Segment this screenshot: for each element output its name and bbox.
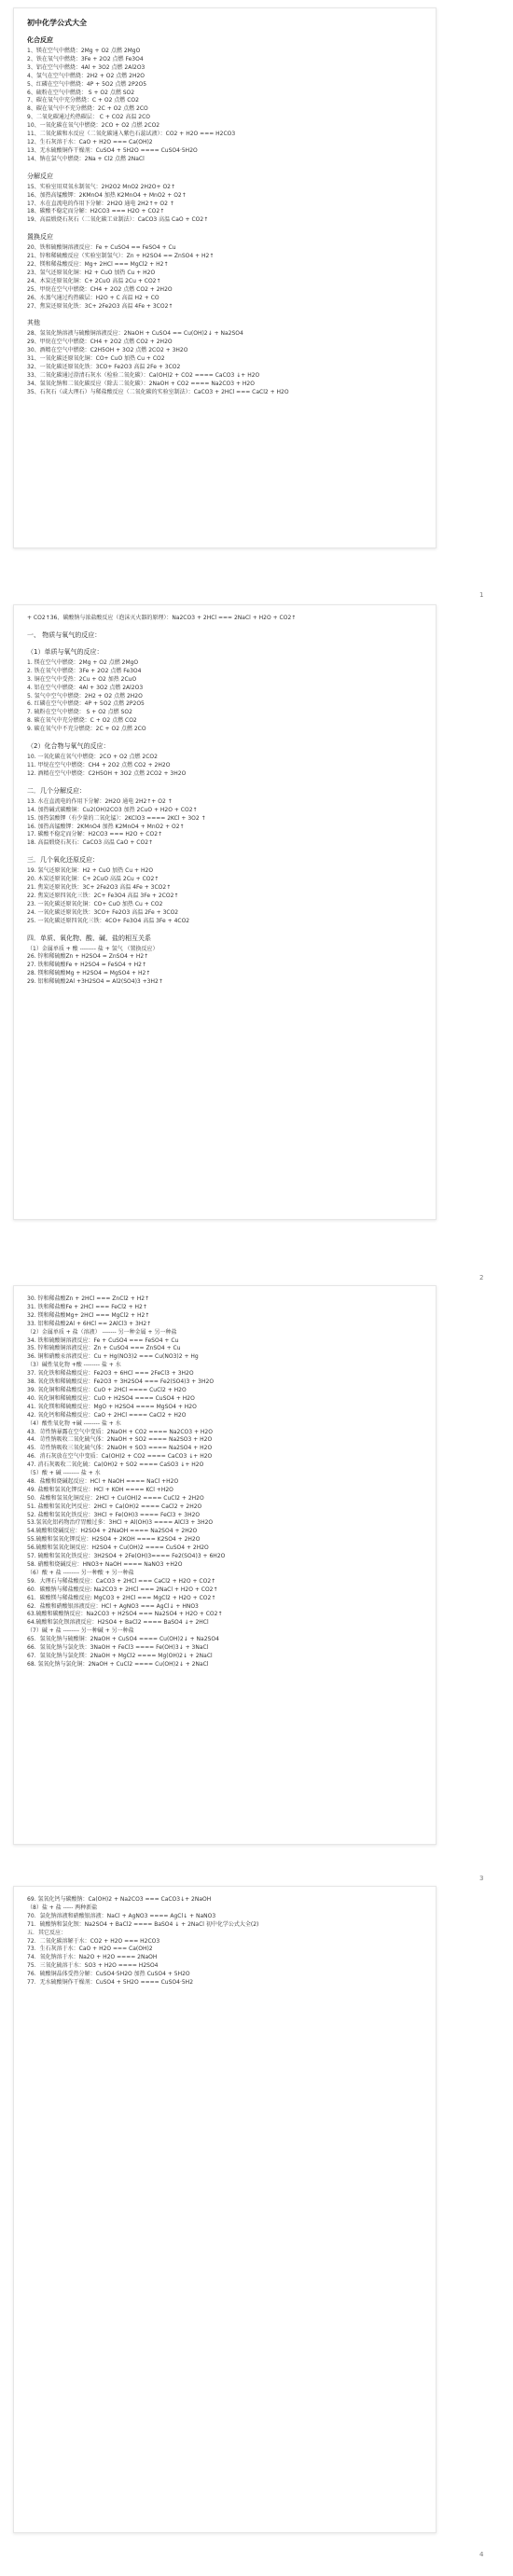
equation-line: 33、二氧化碳通过澄清石灰水（检验二氧化碳）：Ca(OH)2 + CO2 ==== CaCO3 ↓+ H2O xyxy=(27,372,260,379)
equation-line: 23. 一氧化碳还原氧化铜：CO+ CuO 加热 Cu + CO2 xyxy=(27,900,163,907)
equation-line: 20、铁和硫酸铜溶液反应：Fe + CuSO4 == FeSO4 + Cu xyxy=(27,244,176,252)
equation-line: 23、氢气还原氧化铜：H2 + CuO 加热 Cu + H2O xyxy=(27,269,156,276)
equation-line: 72．二氧化碳溶解于水：CO2 + H2O === H2CO3 xyxy=(27,1937,160,1945)
equation-line: 76．硫酸铜晶体受热分解：CuSO4·5H2O 加热 CuSO4 + 5H2O xyxy=(27,1971,190,1978)
equation-line: 15. 加热氯酸钾（有少量的二氧化锰）：2KClO3 ==== 2KCl + 3O2 ↑ xyxy=(27,814,206,822)
equation-line: 1、镁在空气中燃烧：2Mg + O2 点燃 2MgO xyxy=(27,48,141,54)
section xyxy=(27,615,426,623)
equation-line: 28. 镁和稀硫酸Mg + H2SO4 = MgSO4 + H2↑ xyxy=(27,970,151,977)
page-4 xyxy=(13,1886,437,2533)
equation-line: 27. 铁和稀硫酸Fe + H2SO4 = FeSO4 + H2↑ xyxy=(27,962,146,969)
section-heading: 化合反应 xyxy=(27,36,53,44)
equation-line: 2. 铁在氧气中燃烧：3Fe + 2O2 点燃 Fe3O4 xyxy=(27,667,142,674)
equation-line: （5）酸 + 碱 -------- 盐 + 水 xyxy=(27,1470,101,1477)
section xyxy=(27,172,426,226)
equation-line: 68. 氢氧化钠与氯化铜：2NaOH + CuCl2 ==== Cu(OH)2↓ + 2NaCl xyxy=(27,1660,209,1668)
equation-line: 4、氢气在空气中燃烧：2H2 + O2 点燃 2H2O xyxy=(27,72,146,79)
equation-line: 25、甲烷在空气中燃烧：CH4 + 2O2 点燃 CO2 + 2H2O xyxy=(27,285,173,293)
equation-line: 58. 硝酸和烧碱反应：HNO3+ NaOH ==== NaNO3 +H2O xyxy=(27,1561,183,1568)
section xyxy=(27,786,426,848)
equation-line: 63.硫酸和碳酸钠反应：Na2CO3 + H2SO4 === Na2SO4 + H2O + CO2↑ xyxy=(27,1611,223,1618)
equation-line: 35. 锌和硫酸铜溶液反应：Zn + CuSO4 === ZnSO4 + Cu xyxy=(27,1345,181,1352)
section-heading: 分解反应 xyxy=(27,172,53,180)
equation-line: 26. 锌和稀硫酸Zn + H2SO4 = ZnSO4 + H2↑ xyxy=(27,953,149,961)
equation-line: 3. 铜在空气中受热：2Cu + O2 加热 2CuO xyxy=(27,675,137,683)
equation-line: 18、碳酸不稳定而分解：H2CO3 === H2O + CO2↑ xyxy=(27,208,165,215)
equation-line: 39. 氧化铜和稀盐酸反应：CuO + 2HCl ==== CuCl2 + H2O xyxy=(27,1386,187,1393)
equation-line: 56.硫酸和氢氧化铜反应：H2SO4 + Cu(OH)2 ==== CuSO4 + 2H2O xyxy=(27,1544,209,1552)
equation-line: 14、钠在氯气中燃烧：2Na + Cl2 点燃 2NaCl xyxy=(27,155,145,162)
page-number: 4 xyxy=(479,2551,484,2558)
equation-line: 54.硫酸和烧碱反应：H2SO4 + 2NaOH ==== Na2SO4 + 2H2O xyxy=(27,1528,198,1535)
equation-line: 55.硫酸和氢氧化钾反应：H2SO4 + 2KOH ==== K2SO4 + 2H2O xyxy=(27,1536,201,1544)
equation-line: 33. 铝和稀盐酸2Al + 6HCl == 2AlCl3 + 3H2↑ xyxy=(27,1320,152,1327)
equation-line: 42. 氧化钙和稀盐酸反应：CaO + 2HCl ==== CaCl2 + H2O xyxy=(27,1411,187,1419)
equation-line: （7）碱 + 盐 -------- 另一种碱 + 另一种盐 xyxy=(27,1627,134,1635)
equation-line: 22. 焦炭还原四氧化三铁：2C+ Fe3O4 高温 3Fe + 2CO2↑ xyxy=(27,892,179,899)
equation-line: 12. 酒精在空气中燃烧：C2H5OH + 3O2 点燃 2CO2 + 3H2O xyxy=(27,769,187,777)
page-1 xyxy=(13,7,437,548)
equation-line: 11. 甲烷在空气中燃烧：CH4 + 2O2 点燃 CO2 + 2H2O xyxy=(27,761,171,769)
equation-line: 21. 焦炭还原氧化铁：3C+ 2Fe2O3 高温 4Fe + 3CO2↑ xyxy=(27,884,172,892)
equation-line: 6. 红磷在空气中燃烧：4P + 5O2 点燃 2P2O5 xyxy=(27,700,145,708)
section-heading: 三．几个氧化还原反应： xyxy=(27,856,99,865)
equation-line: 10. 一氧化碳在氧气中燃烧：2CO + O2 点燃 2CO2 xyxy=(27,754,158,761)
equation-line: 47. 消石灰吸收二氧化硫：Ca(OH)2 + SO2 ==== CaSO3 ↓+ H2O xyxy=(27,1461,204,1469)
equation-line: 32. 镁和稀盐酸Mg+ 2HCl === MgCl2 + H2↑ xyxy=(27,1311,150,1319)
document-title: 初中化学公式大全 xyxy=(27,19,87,27)
equation-line: 50．盐酸和氢氧化铜反应：2HCl + Cu(OH)2 ==== CuCl2 + 2H2O xyxy=(27,1494,204,1502)
page-number: 2 xyxy=(479,1274,484,1281)
equation-line: 8. 碳在氧气中充分燃烧：C + O2 点燃 CO2 xyxy=(27,717,137,725)
equation-line: 5、红磷在空气中燃烧：4P + 5O2 点燃 2P2O5 xyxy=(27,80,147,88)
equation-line: 43．苛性钠暴露在空气中变质：2NaOH + CO2 ==== Na2CO3 + H2O xyxy=(27,1428,213,1435)
equation-line: 3、铝在空气中燃烧：4Al + 3O2 点燃 2Al2O3 xyxy=(27,63,146,71)
equation-line: 38. 氧化铁和稀硫酸反应：Fe2O3 + 3H2SO4 === Fe2(SO4)3 + 3H2O xyxy=(27,1378,215,1386)
equation-line: 41. 氧化镁和稀硫酸反应：MgO + H2SO4 ==== MgSO4 + H2O xyxy=(27,1403,197,1410)
section-heading: 置换反应 xyxy=(27,233,53,242)
equation-line: 60．碳酸钠与稀盐酸反应: Na2CO3 + 2HCl === 2NaCl + H2O + CO2↑ xyxy=(27,1586,218,1593)
equation-line: 32、一氧化碳还原氧化铁：3CO+ Fe2O3 高温 2Fe + 3CO2 xyxy=(27,364,181,371)
equation-line: 11、二氧化碳和水反应（二氧化碳通入紫色石蕊试液）：CO2 + H2O === H2CO3 xyxy=(27,131,236,138)
section-heading: 其他 xyxy=(27,319,40,327)
section-heading: （1）单质与氧气的反应： xyxy=(27,647,104,656)
equation-line: 24、木炭还原氧化铜：C+ 2CuO 高温 2Cu + CO2↑ xyxy=(27,277,161,284)
equation-line: 2、铁在氧气中燃烧：3Fe + 2O2 点燃 Fe3O4 xyxy=(27,55,144,62)
equation-line: 34. 铁和硫酸铜溶液反应：Fe + CuSO4 === FeSO4 + Cu xyxy=(27,1336,179,1344)
equation-line: 20. 木炭还原氧化铜：C+ 2CuO 高温 2Cu + CO2↑ xyxy=(27,876,159,883)
section xyxy=(27,855,426,925)
equation-line: 30、酒精在空气中燃烧：C2H5OH + 3O2 点燃 2CO2 + 3H2O xyxy=(27,347,188,354)
section xyxy=(27,35,426,164)
equation-line: 77．无水硫酸铜作干燥剂：CuSO4 + 5H2O ==== CuSO4·5H2 xyxy=(27,1979,194,1987)
page-3 xyxy=(13,1285,437,1845)
equation-line: （8）盐 + 盐 ----- 两种新盐 xyxy=(27,1904,98,1911)
equation-line: 16. 加热高锰酸钾：2KMnO4 加热 K2MnO4 + MnO2 + O2↑ xyxy=(27,823,185,830)
equation-line: 34、氢氧化钠和二氧化碳反应（除去二氧化碳）：2NaOH + CO2 ==== Na2CO3 + H2O xyxy=(27,380,255,387)
equation-line: 49. 盐酸和氢氧化钾反应：HCl + KOH ==== KCl +H2O xyxy=(27,1486,173,1493)
equation-line: （4）酸性氧化物 +碱 -------- 盐 + 水 xyxy=(27,1420,121,1427)
section-heading: （2）化合物与氧气的反应： xyxy=(27,742,110,751)
section xyxy=(27,318,426,396)
equation-line: 53.氢氧化铝药物治疗胃酸过多：3HCl + Al(OH)3 ==== AlCl3 + 3H2O xyxy=(27,1519,214,1527)
equation-line: 19、高温煅烧石灰石（二氧化碳工业制法）：CaCO3 高温 CaO + CO2↑ xyxy=(27,216,209,224)
equation-line: 21、锌和稀硫酸反应（实验室制氢气）：Zn + H2SO4 == ZnSO4 + H2↑ xyxy=(27,253,215,260)
equation-line: 35、石灰石（或大理石）与稀盐酸反应（二氧化碳的实验室制法）：CaCO3 + 2HCl === CaCl2 + H2O xyxy=(27,388,289,395)
equation-line: 14. 加热碱式碳酸铜：Cu2(OH)2CO3 加热 2CuO + H2O + CO2↑ xyxy=(27,806,198,813)
equation-line: 69. 氢氧化钙与碳酸钠：Ca(OH)2 + Na2CO3 === CaCO3↓+ 2NaOH xyxy=(27,1896,212,1903)
equation-line: 13. 水在直流电的作用下分解：2H2O 通电 2H2↑+ O2 ↑ xyxy=(27,797,173,805)
equation-line: 70．氯化钠溶液和硝酸银溶液：NaCl + AgNO3 ==== AgCl↓ + NaNO3 xyxy=(27,1912,216,1919)
section-heading: 二．几个分解反应： xyxy=(27,786,86,795)
equation-line: 15、实验室用双氧水制氧气：2H2O2 MnO2 2H2O+ O2↑ xyxy=(27,183,176,190)
equation-line: 1. 镁在空气中燃烧：2Mg + O2 点燃 2MgO xyxy=(27,658,139,666)
equation-line: 31、一氧化碳还原氧化铜：CO+ CuO 加热 Cu + CO2 xyxy=(27,355,165,363)
equation-line: 18. 高温煅烧石灰石：CaCO3 高温 CaO + CO2↑ xyxy=(27,839,154,847)
equation-line: 36. 铜和硝酸汞溶液反应：Cu + Hg(NO3)2 === Cu(NO3)2 + Hg xyxy=(27,1353,199,1361)
equation-line: 40. 氧化铜和稀硫酸反应：CuO + H2SO4 ==== CuSO4 + H2O xyxy=(27,1394,195,1402)
section xyxy=(27,1295,426,1669)
page-2 xyxy=(13,604,437,1220)
equation-line: 45．苛性钠吸收三氧化硫气体：2NaOH + SO3 ==== Na2SO4 + H2O xyxy=(27,1445,213,1452)
equation-line: 62．盐酸和硝酸银溶液反应：HCl + AgNO3 === AgCl↓ + HNO3 xyxy=(27,1602,199,1610)
equation-line: （2）金属单质 + 盐（溶液） ------- 另一种金属 + 另一种盐 xyxy=(27,1328,177,1336)
equation-line: 4. 铝在空气中燃烧：4Al + 3O2 点燃 2Al2O3 xyxy=(27,684,144,691)
equation-line: 24. 一氧化碳还原氧化铁：3CO+ Fe2O3 高温 2Fe + 3CO2 xyxy=(27,908,179,916)
equation-line: 74．氧化钠溶于水：Na2O + H2O ==== 2NaOH xyxy=(27,1954,158,1961)
equation-line: 66．氢氧化钠与氯化铁：3NaOH + FeCl3 ==== Fe(OH)3↓ + 3NaCl xyxy=(27,1644,209,1652)
equation-line: 13、无水硫酸铜作干燥剂：CuSO4 + 5H2O ==== CuSO4·5H2O xyxy=(27,146,198,154)
equation-line: 27、焦炭还原氧化铁：3C+ 2Fe2O3 高温 4Fe + 3CO2↑ xyxy=(27,302,173,310)
equation-line: 25. 一氧化碳还原四氧化三铁：4CO+ Fe3O4 高温 3Fe + 4CO2 xyxy=(27,917,190,924)
equation-line: 17. 碳酸不稳定而分解：H2CO3 === H2O + CO2↑ xyxy=(27,831,163,838)
equation-line: 26、水蒸气通过灼热碳层：H2O + C 高温 H2 + CO xyxy=(27,294,159,301)
equation-line: 37. 氧化铁和稀盐酸反应：Fe2O3 + 6HCl === 2FeCl3 + 3H2O xyxy=(27,1370,194,1378)
equation-line: 57. 硫酸和氢氧化铁反应：3H2SO4 + 2Fe(OH)3==== Fe2(SO4)3 + 6H2O xyxy=(27,1553,226,1560)
equation-line: 52. 盐酸和氢氧化铁反应：3HCl + Fe(OH)3 ==== FeCl3 + 3H2O xyxy=(27,1511,201,1518)
equation-line: 7、碳在氧气中充分燃烧：C + O2 点燃 CO2 xyxy=(27,97,139,104)
equation-line: 19. 氢气还原氧化铜：H2 + CuO 加热 Cu + H2O xyxy=(27,867,154,875)
section xyxy=(27,934,426,988)
equation-line: 51. 盐酸和氢氧化钙反应：2HCl + Ca(OH)2 ==== CaCl2 + 2H2O xyxy=(27,1503,202,1510)
section xyxy=(27,741,426,779)
equation-line: 17、水在直流电的作用下分解：2H2O 通电 2H2↑+ O2 ↑ xyxy=(27,200,174,207)
equation-line: 67．氢氧化钠与氯化镁：2NaOH + MgCl2 ==== Mg(OH)2↓ + 2NaCl xyxy=(27,1652,213,1659)
equation-line: 22、镁和稀盐酸反应：Mg+ 2HCl === MgCl2 + H2↑ xyxy=(27,261,169,269)
equation-line: 65．氢氧化钠与硫酸铜：2NaOH + CuSO4 ==== Cu(OH)2↓ + Na2SO4 xyxy=(27,1636,219,1643)
equation-line: 10、一氧化碳在氧气中燃烧：2CO + O2 点燃 2CO2 xyxy=(27,122,160,130)
equation-line: 9、二氧化碳通过灼热碳层： C + CO2 高温 2CO xyxy=(27,114,151,121)
equation-line: 29. 铝和稀硫酸2Al +3H2SO4 = Al2(SO4)3 +3H2↑ xyxy=(27,978,163,986)
equation-line: 5. 氢气中空气中燃烧：2H2 + O2 点燃 2H2O xyxy=(27,692,143,699)
equation-line: 44．苛性钠吸收二氧化硫气体：2NaOH + SO2 ==== Na2SO3 + H2O xyxy=(27,1436,213,1444)
equation-line: 31. 铁和稀盐酸Fe + 2HCl === FeCl2 + H2↑ xyxy=(27,1303,147,1310)
section xyxy=(27,647,426,734)
section xyxy=(27,1896,426,1987)
equation-line: 12、生石灰溶于水：CaO + H2O === Ca(OH)2 xyxy=(27,138,153,145)
equation-line: 9. 碳在氧气中不充分燃烧：2C + O2 点燃 2CO xyxy=(27,726,146,733)
equation-line: （6）酸 + 盐 -------- 另一种酸 + 另一种盐 xyxy=(27,1569,134,1576)
equation-line: 64.硫酸和氯化钡溶液反应：H2SO4 + BaCl2 ==== BaSO4 ↓+ 2HCl xyxy=(27,1619,209,1627)
section xyxy=(27,630,426,640)
equation-line: 五．其它反应： xyxy=(27,1929,67,1936)
equation-line: 73．生石灰溶于水：CaO + H2O === Ca(OH)2 xyxy=(27,1946,153,1953)
section-heading: 四．单质、氧化物、酸、碱、盐的相互关系 xyxy=(27,934,151,942)
equation-line: 48．盐酸和烧碱起反应：HCl + NaOH ==== NaCl +H2O xyxy=(27,1477,179,1485)
equation-line: 46．消石灰放在空气中变质：Ca(OH)2 + CO2 ==== CaCO3 ↓+ H2O xyxy=(27,1453,213,1461)
equation-line: 75．三氧化硫溶于水：SO3 + H2O ==== H2SO4 xyxy=(27,1962,159,1970)
equation-line: + CO2↑36、碳酸钠与浓盐酸反应（泡沫灭火器的原理）：Na2CO3 + 2HCl === 2NaCl + H2O + CO2↑ xyxy=(27,615,297,621)
equation-line: 29、甲烷在空气中燃烧：CH4 + 2O2 点燃 CO2 + 2H2O xyxy=(27,339,173,346)
equation-line: 71．硫酸钠和氯化钡：Na2SO4 + BaCl2 ==== BaSO4 ↓ + 2NaCl 初中化学公式大全(2) xyxy=(27,1920,259,1928)
page-number: 1 xyxy=(479,591,484,599)
equation-line: 28、氢氧化钠溶液与硫酸铜溶液反应：2NaOH + CuSO4 == Cu(OH)2↓ + Na2SO4 xyxy=(27,330,243,338)
section xyxy=(27,232,426,311)
page-number: 3 xyxy=(479,1875,484,1882)
equation-line: 16、加热高锰酸钾：2KMnO4 加热 K2MnO4 + MnO2 + O2↑ xyxy=(27,191,187,199)
equation-line: 7. 硫粉在空气中燃烧： S + O2 点燃 SO2 xyxy=(27,709,132,716)
equation-line: 8、碳在氧气中不充分燃烧：2C + O2 点燃 2CO xyxy=(27,105,148,113)
equation-line: 59．大理石与稀盐酸反应：CaCO3 + 2HCl === CaCl2 + H2O + CO2↑ xyxy=(27,1577,216,1585)
equation-line: （1）金属单质 + 酸 -------- 盐 + 氢气 （置换反应） xyxy=(27,945,159,952)
equation-line: 6、硫粉在空气中燃烧： S + O2 点燃 SO2 xyxy=(27,89,135,96)
equation-line: （3）碱性氧化物 +酸 -------- 盐 + 水 xyxy=(27,1362,121,1369)
equation-line: 30. 锌和稀盐酸Zn + 2HCl === ZnCl2 + H2↑ xyxy=(27,1295,150,1302)
equation-line: 61．碳酸镁与稀盐酸反应: MgCO3 + 2HCl === MgCl2 + H2O + CO2↑ xyxy=(27,1594,216,1601)
section-heading: 一、 物质与氧气的反应： xyxy=(27,630,102,639)
